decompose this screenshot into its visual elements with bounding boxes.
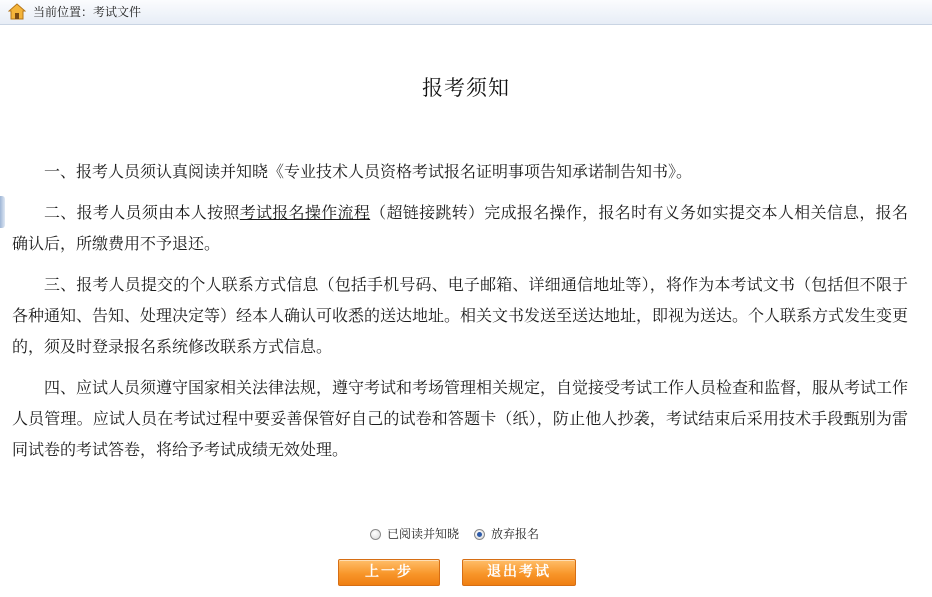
radio-read-circle[interactable] <box>370 529 381 540</box>
radio-read-and-understood[interactable] <box>370 524 459 544</box>
registration-process-link[interactable]: 考试报名操作流程 <box>239 203 371 222</box>
previous-step-button[interactable]: 上一步 <box>338 559 440 586</box>
radio-give-up-label: 放弃报名 <box>491 527 540 541</box>
notice-paragraph-2 <box>12 197 908 259</box>
radio-give-up-circle[interactable] <box>474 529 485 540</box>
breadcrumb: 当前位置：考试文件 <box>33 5 142 19</box>
notice-paragraph-3: 三、报考人员提交的个人联系方式信息（包括手机号码、电子邮箱、详细通信地址等），将作为本考试文书（包括但不限于各种通知、告知、处理决定等）经本人确认可收悉的送达地址。相关文书发送至送达地址，即视为送达。个人联系方式发生变更的，须及时登录报名系统修改联系方式信息。 <box>12 275 909 356</box>
radio-read-label: 已阅读并知晓 <box>387 527 460 541</box>
page-title: 报考须知 <box>422 76 510 100</box>
side-collapse-handle[interactable] <box>0 196 5 228</box>
paragraph-2-after: （超链接跳转）完成报名操作，报名时有义务如实提交本人相关信息，报名确认后，所缴费用不予退还。 <box>12 203 908 253</box>
radio-give-up-registration[interactable] <box>474 524 539 544</box>
agreement-radio-group <box>0 524 932 544</box>
notice-paragraph-1: 一、报考人员须认真阅读并知晓《专业技术人员资格考试报名证明事项告知承诺制告知书》。 <box>44 162 693 181</box>
exit-exam-button[interactable]: 退出考试 <box>462 559 576 586</box>
notice-paragraph-4: 四、应试人员须遵守国家相关法律法规，遵守考试和考场管理相关规定，自觉接受考试工作人员检查和监督，服从考试工作人员管理。应试人员在考试过程中要妥善保管好自己的试卷和答题卡（纸），防止他人抄袭，考试结束后采用技术手段甄别为雷同试卷的考试答卷，将给予考试成绩无效处理。 <box>12 378 909 459</box>
notice-content <box>12 156 908 475</box>
paragraph-2-before: 二、报考人员须由本人按照 <box>44 203 240 222</box>
top-bar <box>0 0 932 25</box>
home-icon[interactable] <box>8 3 26 20</box>
